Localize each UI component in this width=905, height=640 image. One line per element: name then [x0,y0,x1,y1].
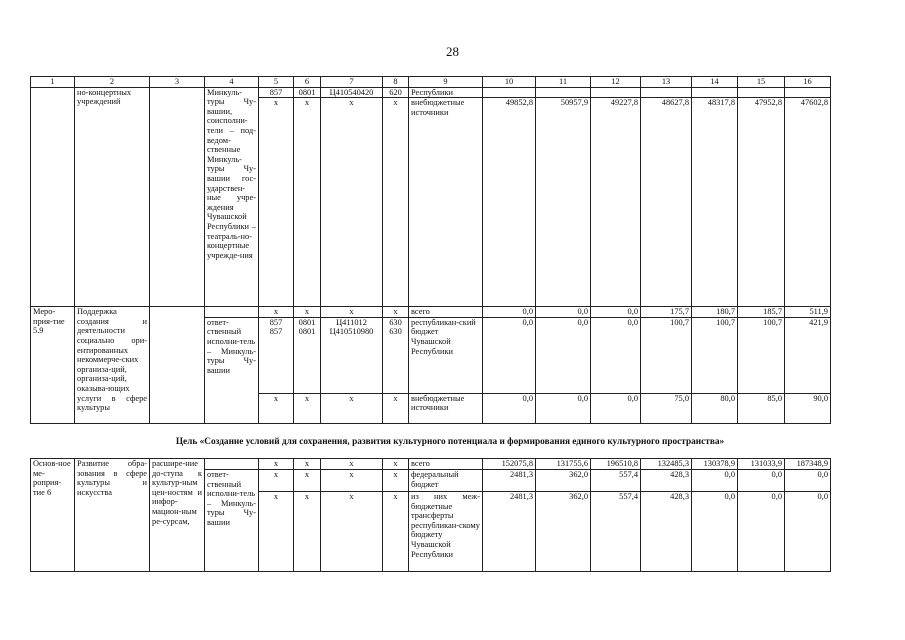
col-header: 2 [75,77,150,88]
event-name-cell: Развитие обра-зования в сфере культуры и искусства [75,459,150,572]
value-cell: 196510,8 [591,459,641,470]
value-cell: 557,4 [591,492,641,572]
table-row: x x x x из них меж-бюджетные трансферты республикан-скому бюджету Чувашской Республики 2481,3 362,0 557,4 428,3 0,0 0,0 0,0 [31,492,831,572]
col-header: 3 [150,77,205,88]
value-cell: 49227,8 [591,98,641,307]
value-cell: 0,0 [536,393,591,423]
table-row: ответ-ственный исполни-тель – Минкуль-туры Чу-вашии x x x x федеральный бюджет 2481,3 362,0 557,4 428,3 0,0 0,0 0,0 [31,470,831,492]
col-header: 16 [785,77,831,88]
result-cell: расшире-ние до-ступа к культур-ным цен-ностям и инфор-мацион-ным ре-сурсам, [150,459,205,572]
col-header: 8 [383,77,409,88]
event-id-cell: Основ-ное ме-роприя-тие 6 [31,459,75,572]
col-header: 1 [31,77,75,88]
value-cell: 0,0 [483,393,536,423]
col-header: 4 [205,77,259,88]
value-cell: 0,0 [483,317,536,393]
value-cell: 48317,8 [692,98,738,307]
value-cell: 100,7 [641,317,692,393]
value-cell: 131755,6 [536,459,591,470]
executor-cell: Минкуль-туры Чу-вашии, соисполни-тели – под-ведом-ственные Минкуль-туры Чу-вашии гос-ударствен-ные учре-ждения Чувашской Республики – театраль-но-концертные учрежде-ния [205,87,259,307]
value-cell: 180,7 [692,307,738,318]
budget-table-bottom [30,458,831,572]
value-cell: 0,0 [483,307,536,318]
value-cell: 2481,3 [483,470,536,492]
value-cell: 2481,3 [483,492,536,572]
col-header: 12 [591,77,641,88]
value-cell: 0,0 [785,470,831,492]
value-cell: 131033,9 [738,459,785,470]
value-cell: 362,0 [536,470,591,492]
value-cell: 85,0 [738,393,785,423]
value-cell: 130378,9 [692,459,738,470]
table-row: Основ-ное ме-роприя-тие 6 Развитие обра-зования в сфере культуры и искусства расшире-ние до-ступа к культур-ным цен-ностям и инфор-мацион-ным ре-сурсам, x x x x всего 152075,8 131755,6 196510,8 132485,3 130378,9 131033,9 187348,9 [31,459,831,470]
value-cell: 0,0 [738,492,785,572]
value-cell: 362,0 [536,492,591,572]
value-cell: 0,0 [591,317,641,393]
budget-table-top [30,76,831,424]
col-header: 7 [321,77,383,88]
value-cell: 75,0 [641,393,692,423]
table-row: x x x x внебюджетные источники 49852,8 50957,9 49227,8 48627,8 48317,8 47952,8 47602,8 [31,98,831,307]
goal-heading: Цель «Создание условий для сохранения, развития культурного потенциала и формирования единого культурного пространства» [175,437,725,447]
event-name-cell: но-концертных учреждений [75,87,150,307]
value-cell: 152075,8 [483,459,536,470]
value-cell: 0,0 [591,307,641,318]
col-header: 5 [259,77,294,88]
value-cell: 80,0 [692,393,738,423]
column-header-row [31,77,831,88]
value-cell: 187348,9 [785,459,831,470]
event-name-cell: Поддержка создания и деятельности социально ори-ентированных некоммерче-ских организа-ций, организа-ций, оказыва-ющих услуги в сфере культуры [75,307,150,424]
col-header: 6 [294,77,321,88]
value-cell: 100,7 [692,317,738,393]
value-cell: 47952,8 [738,98,785,307]
value-cell: 49852,8 [483,98,536,307]
table-row: Меро-прия-тие 5.9 Поддержка создания и деятельности социально ори-ентированных некоммерче-ских организа-ций, организа-ций, оказыва-ющих услуги в сфере культуры x x x x всего 0,0 0,0 0,0 175,7 180,7 185,7 511,9 [31,307,831,318]
value-cell: 428,3 [641,492,692,572]
value-cell: 0,0 [738,470,785,492]
value-cell: 421,9 [785,317,831,393]
executor-cell: ответ-ственный исполни-тель – Минкуль-туры Чу-вашии [205,317,259,423]
value-cell: 0,0 [591,393,641,423]
table-row: ответ-ственный исполни-тель – Минкуль-туры Чу-вашии 857 857 0801 0801 Ц411012 Ц410510980 630 630 республикан-ский бюджет Чувашской Республики 0,0 0,0 0,0 100,7 100,7 100,7 421,9 [31,317,831,393]
value-cell: 175,7 [641,307,692,318]
value-cell: 428,3 [641,470,692,492]
event-id-cell: Меро-прия-тие 5.9 [31,307,75,424]
value-cell: 185,7 [738,307,785,318]
col-header: 13 [641,77,692,88]
col-header: 9 [409,77,483,88]
value-cell: 47602,8 [785,98,831,307]
value-cell: 100,7 [738,317,785,393]
value-cell: 0,0 [692,492,738,572]
value-cell: 48627,8 [641,98,692,307]
value-cell: 0,0 [785,492,831,572]
executor-cell: ответ-ственный исполни-тель – Минкуль-туры Чу-вашии [205,470,259,572]
col-header: 11 [536,77,591,88]
value-cell: 90,0 [785,393,831,423]
value-cell: 0,0 [536,317,591,393]
col-header: 10 [483,77,536,88]
value-cell: 50957,9 [536,98,591,307]
value-cell: 0,0 [692,470,738,492]
value-cell: 0,0 [536,307,591,318]
table-row: но-концертных учреждений Минкуль-туры Чу-вашии, соисполни-тели – под-ведом-ственные Минкуль-туры Чу-вашии гос-ударствен-ные учре-ждения Чувашской Республики – театраль-но-концертные учрежде-ния 857 0801 Ц410540420 620 Республики [31,87,831,98]
value-cell: 511,9 [785,307,831,318]
page-number: 28 [446,44,459,59]
col-header: 15 [738,77,785,88]
col-header: 14 [692,77,738,88]
table-row: x x x x внебюджетные источники 0,0 0,0 0,0 75,0 80,0 85,0 90,0 [31,393,831,423]
value-cell: 557,4 [591,470,641,492]
value-cell: 132485,3 [641,459,692,470]
